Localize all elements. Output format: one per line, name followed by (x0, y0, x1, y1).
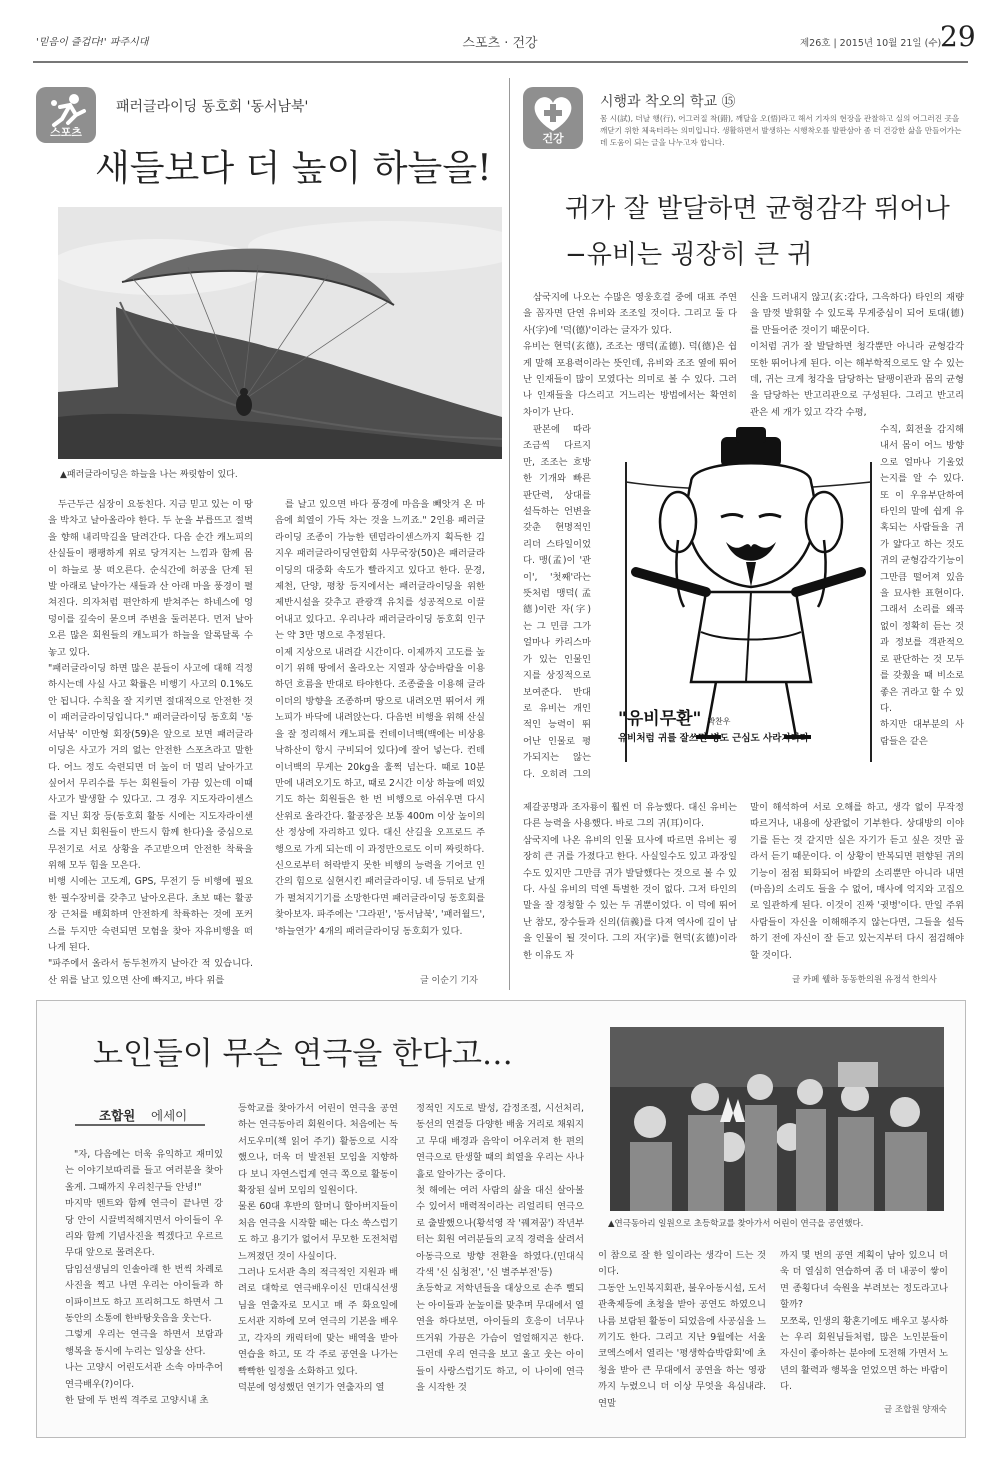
health-column-2-top: 신을 드러내지 않고(玄:감다, 그윽하다) 타인의 재량을 맘껏 발휘할 수 있도록 무게중심이 되어 토대(德)를 만들어준 것이기 때문이다. 이처럼 귀가 잘 발달하면 청각뿐만 아니라 균형감각 또한 뛰어나게 된다. 이는 해부학적으로도 알 수 있는데, 귀는 크게 청각을 담당하는 달팽이관과 몸의 균형을 담당하는 반고리관으로 구성된다. 그리고 반고리관은 세 개가 있고 각각 수평, (750, 292, 964, 418)
cartoon-author: 박찬우 (707, 717, 731, 726)
sports-credit: 글 이순기 기자 (420, 976, 478, 986)
vertical-divider (509, 78, 510, 990)
header-rule (33, 61, 968, 63)
health-column-1-bottom: 제갈공명과 조자룡이 훨씬 더 유능했다. 대신 유비는 다른 능력을 사용했다. 바로 그의 귀(耳)이다. 삼국지에 나온 유비의 인물 묘사에 따르면 유비는 굉장히 큰 귀를 가졌다고 한다. 사실일수도 있고 과장일 수도 있지만 그만큼 귀가 발달했다는 것으로 볼 수 있다. 사실 유비의 덕엔 특별한 것이 없다. 그저 타인의 말을 잘 경청할 수 있는 두 귀뿐이었다. 이 덕에 뛰어난 참모, 장수들과 신의(信義)를 다져 역사에 길이 남을 인물이 될 것이다. 그의 자(字)를 현덕(玄德)이라 한 이유도 자 (523, 802, 737, 961)
essay-credit: 글 조합원 양재숙 (884, 1405, 947, 1415)
cartoon-title (618, 704, 731, 729)
essay-photo (610, 1027, 944, 1211)
section-name: 스포츠 · 건강 (462, 36, 538, 51)
sports-column-2: 를 날고 있으면 바다 풍경에 마음을 빼앗겨 온 마음에 희열이 가득 차는 것을 느끼죠." 2인용 패러글라이딩 조종이 가능한 텐덤라이센스까지 획득한 김지우 패러글라이딩연합회 사무국장(50)은 패러글라이딩의 대중화 속도가 빨라지고 있다고 한다. 문경, 제천, 단양, 평창 등지에서는 패러글라이딩을 위한 제반시설을 갖추고 관광객 유치를 성공적으로 이끌어내고 있다고. 우리나라 패러글라이딩 동호회 인구는 약 3만 명으로 추정된다. 이제 지상으로 내려갈 시간이다. 이제까지 고도를 높이기 위해 땅에서 올라오는 지열과 상승바람을 이용하던 흐름을 반대로 타야한다. 조종줄을 이용해 글라이더의 방향을 조종하며 땅으로 내려오면 뛰어서 캐노피가 바닥에 내려앉는다. 다음번 비행을 위해 산실을 잘 정리해서 캐노피를 컨테이너백(백에는 비상용 낙하산이 항시 구비되어 있다)에 잘어 넣는다. 컨테이너백의 무게는 20kg을 훌쩍 넘는다. 때로 10분 만에 내려오기도 하고, 때로 2시간 이상 하늘에 떠있기도 하는 회원들은 한 번 비행으로 아쉬우면 다시 산위로 올라간다. 활공장은 보통 400m 이상 높이의 산 정상에 자리하고 있다. 대신 산길을 오프로드 주행으로 가게 되는데 이 과정만으로도 이미 짜릿하다. 신으로부터 허락받지 못한 비행의 능력을 기어코 인간의 힘으로 실현시킨 패러글라이딩. 네 등뒤로 날개가 펼쳐지기기를 소망한다면 패러글라이딩 동호회를 찾아보자. 파주에는 '그라펀', '동서남북', '패러월드', '하늘연가' 4개의 패러글라이딩 동호회가 있다. (275, 499, 485, 937)
health-column-2-bottom: 말이 해석하여 서로 오해를 하고, 생각 없이 무작정 따르거나, 내용에 상관없이 기부한다. 상대방의 이야기를 듣는 것 같지만 실은 자기가 듣고 싶은 것만 골라서 듣기 때문이다. 이 상황이 반복되면 편향된 귀의 기능이 점점 퇴화되어 바깥의 소리뿐만 아니라 내면(마음)의 소리도 들을 수 없어, 매사에 억지와 고집으로 일관하게 된다. 이것이 진짜 '귓병'이다. 만일 주위 사람들이 자신을 이해해주지 않는다면, 그들을 설득하기 전에 자신이 잘 듣고 있는지부터 다시 점검해야 할 것이다. (750, 802, 964, 961)
sports-photo-caption: ▲패러글라이딩은 하늘을 나는 짜릿함이 있다. (60, 470, 238, 480)
page-number: 29 (940, 20, 976, 53)
health-headline-2: −유비는 굉장히 큰 귀 (565, 240, 813, 270)
health-intro: 몸 시(試), 더날 행(行), 어그러질 착(錯), 깨달을 오(悟)라고 해서 기자의 현장을 관찰하고 실의 어그러진 곳을 깨닫기 위한 체육터라는 의미입니다. 생활하면서 발생하는 시행착오를 발판삼아 좀 더 건강한 삶을 만들어가는데 도움이 되는 글을 나누고자 합니다. (600, 114, 962, 147)
health-badge (523, 87, 583, 149)
health-credit: 글 카페 웰하 동동한의원 유정석 한의사 (792, 975, 937, 985)
heart-plus-icon (523, 91, 583, 135)
sports-badge (36, 87, 96, 143)
cartoon-title-text: "유비무환" (618, 709, 702, 729)
essay-column-1: "자, 다음에는 더욱 유익하고 재미있는 이야기보따리를 들고 여러분을 찾아올게. 그때까지 우리친구들 안녕!" 마지막 멘트와 함께 연극이 끝나면 강당 안이 시끌벅적해지면서 아이들이 우리와 함께 기념사진을 찍겠다고 우르르 무대 앞으로 몰려온다. 담임선생님의 인솔아래 한 번씩 차례로 사진을 찍고 나면 우리는 아이들과 하이파이브도 하고 프리허그도 하면서 그동안의 소통에 한바탕웃음을 웃는다. 그렇게 우리는 연극을 하면서 보람과 행복을 동시에 누리는 일상을 산다. 나는 고양시 어린도서관 소속 아마추어 연극배우(?)이다. 한 달에 두 번씩 격주로 고양시내 초 (65, 1149, 223, 1407)
health-badge-label: 건강 (542, 132, 564, 145)
yubi-cartoon (596, 422, 876, 798)
essay-byline-type: 에세이 (151, 1108, 188, 1123)
cartoon-subtitle: 유비처럼 귀를 잘쓰면 병도 근심도 사라지리라 (618, 733, 809, 744)
sports-kicker: 패러글라이딩 동호회 '동서남북' (116, 99, 309, 115)
essay-byline (75, 1104, 205, 1126)
essay-byline-name: 조합원 (99, 1108, 136, 1123)
health-column-2-wrap: 수직, 회전을 감지해내서 몸이 어느 방향으로 얼마나 기울었는지를 알 수 있다. 또 이 우유부단하여 타인의 말에 쉽게 유혹되는 사람들을 귀가 얇다고 하는 것도 귀의 균형감각기능이 그만큼 떨어져 있음을 묘사한 표현이다. 그래서 소리를 왜곡 없이 정확히 듣는 것과 정보를 객관적으로 판단하는 것 모두를 갖췄을 때 비소로 좋은 귀라고 할 수 있다. 하지만 대부분의 사람들은 같은 (880, 424, 964, 747)
health-column-1-wrap: 판본에 따라 조금씩 다르지만, 조조는 흐방한 기개와 빠른 판단력, 상대를 설득하는 언변을 갖춘 현명적인 리더 스타일이었다. 맹(孟)이 '관이', '첫째'라는 뜻처럼 맹덕(孟德)이란 자(字)는 그 민큼 그가 얼마나 카리스마가 있는 인물인지를 상징적으로 보여준다. 반대로 유비는 개인적인 능력이 뛰어난 인물로 평가되지는 않는다. 오히려 그의 (523, 424, 591, 780)
health-kicker: 시행과 착오의 학교 ⑮ (600, 94, 736, 110)
masthead: '믿음이 즐겁다!' 파주시대 (36, 37, 149, 48)
essay-column-3: 정적인 지도로 발성, 감정조절, 시선처리, 동선의 연결등 다양한 배움 거리로 채워지고 무대 배경과 음악이 어우러져 한 편의 연극으로 탄생할 때의 희열을 우리는 사나흘로 알아가는 중이다. 첫 해에는 여러 사람의 삶을 대신 살아볼 수 있어서 매력적이라는 리얼리티 연극으로 출발했으나(황석영 작 '꿰져꿈') 작년부터는 회원 여러분들의 교직 경력을 살려서 아동극으로 방향 전환을 하였다.(민대식 각색 '신 심청전', '신 별주부전'등) 초등학교 저학년들을 대상으로 손주 뻘되는 아이들과 눈높이를 맞추며 무대에서 열연을 하다보면, 아이들의 호응이 너무나 뜨거워 가끔은 가슴이 얼얼해지곤 한다. 그런데 우리 연극을 보고 울고 웃는 아이들이 사랑스럽기도 하고, 이 나이에 연극을 시작한 것 (416, 1103, 584, 1393)
health-headline-1: 귀가 잘 발달하면 균형감각 뛰어나 (565, 194, 950, 224)
sports-badge-label: 스포츠 (50, 126, 82, 139)
essay-headline: 노인들이 무슨 연극을 한다고… (93, 1036, 513, 1072)
essay-column-2: 등학교를 찾아가서 어린이 연극을 공연하는 연극동아리 회원이다. 처음에는 독서도우미(책 읽어 주기) 활동으로 시작했으나, 더욱 더 발전된 모임을 지향하다 보니 자연스럽게 연극 쪽으로 활동이 확장된 실버 모임의 일원이다. 물론 60대 후반의 할머니 할아버지들이 처음 연극을 시작할 때는 다소 쑥스럽기도 하고 용기가 없어서 무모한 도전처럼 느껴졌던 것이 사실이다. 그러나 도서관 측의 적극적인 지원과 배려로 대학로 연극배우이신 민대식선생님을 연출자로 모시고 매 주 화요일에 도서관 지하에 모여 연극의 기본을 배우고, 각자의 캐릭터에 맞는 배역을 받아 연습을 하고, 또 각 주로 공연을 나가는 빡빡한 일정을 소화하고 있다. 덕분에 엉성했던 연기가 연출자의 열 (238, 1103, 398, 1393)
paraglider-photo (58, 207, 502, 459)
health-column-1-top: 삼국지에 나오는 수많은 영웅호걸 중에 대표 주연을 꼽자면 단연 유비와 조조일 것이다. 그리고 둘 다 사(字)에 '덕(德)'이라는 글자가 있다. 유비는 현덕(玄德), 조조는 맹덕(孟德). 덕(德)은 쉽게 말해 포용력이라는 뜻인데, 유비와 조조 옆에 뛰어난 인재들이 많이 모였다는 의미로 볼 수 있다. 그러나 인재들을 다스리고 거느리는 방법에서는 확연히 차이가 난다. (523, 292, 737, 418)
paraglider-illustration (58, 207, 502, 459)
sports-headline: 새들보다 더 높이 하늘을! (95, 148, 492, 189)
issue-date: 제26호 | 2015년 10월 21일 (수) (800, 38, 942, 49)
essay-column-5: 까지 몇 번의 공연 계획이 남아 있으니 더욱 더 열심히 연습하여 좀 더 내공이 쌓이면 종횡다녀 숙원을 부려보는 정도라고나 할까? 모쪼록, 인생의 황혼기에도 배우고 봉사하는 우리 회원님들처럼, 많은 노인분들이 자신이 좋아하는 분야에 도전해 가면서 노년의 활력과 행복을 얻었으면 하는 바람이다. (780, 1250, 948, 1393)
essay-column-4: 이 참으로 잘 한 일이라는 생각이 드는 것이다. 그동안 노인복지회관, 불우아동시설, 도서관축제등에 초청을 받아 공연도 하였으니 나름 보람된 활동이 되었음에 사공심을 느끼기도 한다. 그리고 지난 9월에는 서울 코엑스에서 열리는 '평생학습박람회'에 초청을 받아 큰 무대에서 공연을 하는 영광까지 누렸으니 더 이상 무엇을 욕심내랴. 연말 (598, 1250, 766, 1409)
theater-group-photo (610, 1027, 944, 1211)
sports-column-1: 두근두근 심장이 요동친다. 지금 믿고 있는 이 땅을 박차고 날아올라야 한다. 두 눈을 부릅뜨고 절벽을 향해 내리막길을 달려간다. 다음 순간 캐노피의 산실들이 팽팽하게 위로 당겨지는 느낌과 함께 몸이 하늘로 붕 떠오른다. 순식간에 허공을 단계 된 발 아래로 날아가는 새들과 산 아래 마을 풍경이 펼쳐진다. 의자처럼 편안하게 받쳐주는 하네스에 엉덩이를 깊숙이 묻으며 주변을 둘러본다. 먼저 날아오른 많은 회원들의 캐노피가 하늘을 알록달록 수놓고 있다. "패러글라이딩 하면 많은 분들이 사고에 대해 걱정하시는데 사실 사고 확률은 비행기 사고의 0.1%도 안 됩니다. 수칙을 잘 지키면 절대적으로 안전한 것이 패러글라이딩입니다." 패러글라이딩 동호회 '동서남북' 이만형 회장(59)은 앞으로 보면 패러글라이딩은 사고가 거의 없는 안전한 스포츠라고 말한다. 어느 정도 숙련되면 더 높이 더 멀리 날아가고 싶어서 무리수를 두는 회원들이 가끔 있는데 이때 사고가 발생할 수 있다고. 그 경우 지도자라이센스를 지닌 회장 등(동호회 활동 시에는 지도자라이센스를 지닌 회원들이 반드시 함께 한다)을 중심으로 무전기로 서로 상황을 주고받으며 안전한 착륙을 위해 모두 힘을 모은다. 비행 시에는 고도계, GPS, 무전기 등 비행에 필요한 필수장비를 갖추고 날아오른다. 초보 때는 활공장 근처를 배회하며 안전하게 착륙하는 것에 포커스를 두지만 숙련되면 모험을 찾아 자유비행을 떠나게 된다. "파주에서 올라서 동두천까지 날아간 적 있습니다. 산 위를 날고 있으면 산에 빠지고, 바다 위를 (48, 499, 253, 986)
essay-photo-caption: ▲연극동아리 일원으로 초등학교를 찾아가서 어린이 연극을 공연했다. (608, 1219, 864, 1229)
